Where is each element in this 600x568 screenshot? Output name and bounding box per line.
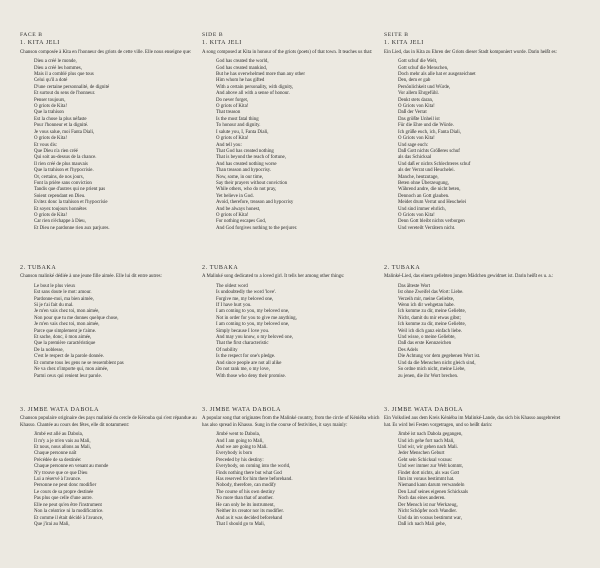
lyric-line: Neither its creator nor its modifier. [216,509,284,515]
lyric-line: Simply because I love you. [216,328,270,334]
lyric-line: Weil ich dich ganz einfach liebe. [398,328,462,334]
lyric-line: Et vous dis: [34,142,58,148]
section-jimbe-wata-dabola [202,407,380,528]
lyric-line: Doch mehr als alle hat er ausgezeichnet [398,72,476,78]
section-title: 1. KITA JELI [202,40,242,47]
lyric-line: Elle ne peut qu'en être l'instrument [34,502,102,508]
lyric-line: Jimbé ist nach Dabola gegangen, [398,432,463,438]
lyrics [216,432,380,528]
lyric-line: Et sache, donc, ô mon aimée, [34,335,92,341]
lyric-line: Que Dieu n'a rien créé [34,148,78,154]
lyric-line: Lui a réservé à l'avance. [34,477,82,483]
lyric-line: I salute you, I, Fanta Diali, [216,129,269,135]
lyric-line: So ordne mich nicht, meine Liebe, [398,367,466,373]
section-kita-jeli [384,32,562,232]
lyric-line: Und sind immer ehrlich, [398,206,446,212]
lyric-line: O griots de Kita! [34,136,68,142]
section-kita-jeli [20,32,198,232]
section-title: 2. TUBAKA [202,265,239,271]
lyric-line: Und da die Menschen nicht gleich sind, [398,360,476,366]
lyric-line: Jeder Menschen Geburt [398,451,445,457]
section-intro: Ein Volkslied aus dem Kreis Kéniéba im Malinké-Lande, das sich bis Khasso ausgebreitet hat. Es wird bei Festen vorgetragen, und so heißt darin: [384,416,561,428]
lyric-line: Qui soit au-dessus de la chance. [34,155,97,161]
lyric-line: Den, dem er gab [398,78,431,84]
lyric-line: Of nobility [216,347,238,353]
lyric-line: Ich komme zu dir, meine Geliebte, [398,309,466,315]
lyric-line: Parmi ceux qui renient leur parole. [34,373,102,379]
lyric-line: That is beyond the reach of fortune, [216,155,286,161]
section-title: 3. JIMBE WATA DABOLA [202,407,282,413]
section-title: 2. TUBAKA [20,265,57,271]
lyric-line: C'est le respect de la parole donnée. [34,354,104,360]
lyric-line: And be always honest, [216,206,261,212]
lyric-line: Et soyez toujours honnêtes [34,206,87,212]
lyric-line: N'y trouve que ce que Dieu [34,470,88,476]
lyric-line: Während andre, die nicht beten, [398,187,461,193]
lyric-line: Say their prayers without conviction [216,180,288,186]
lyric-line: Everybody is born [216,451,253,457]
lyric-line: Forgive me, my beloved one, [216,296,274,302]
lyric-line: Preceded by his destiny: [216,457,264,463]
section-tubaka [20,265,198,380]
section-intro: Chanson populaire originaire des pays malinké du cercle de Kérouba qui s'est répandue au Khasso. Chantée au cours des fêtes, elle dit notamment: [20,416,197,428]
lyric-line: Pas plus que celle d'une autre. [34,496,93,502]
lyric-line: O griots of Kita! [216,212,249,218]
lyric-line: Than treason and hypocrisy. [216,168,272,174]
lyric-line: And has created nothing worse [216,161,277,167]
lyric-line: Car rien n'échappe à Dieu, [34,219,86,225]
lyric-line: O Griots von Kita! [398,104,435,110]
lyric-line: With those who deny their promise. [216,373,286,379]
lyric-line: Celui qu'il a doté [34,78,68,84]
lyric-line: That I should go to Mali, [216,521,265,527]
lyric-line: Is undoubtedly the word 'love'. [216,290,277,296]
lyric-line: Dieu a créé le monde, [34,59,77,65]
lyric-line: Beten ohne Überzeugung, [398,180,449,186]
section-title: 3. JIMBE WATA DABOLA [20,407,100,413]
lyrics [398,432,562,528]
lyric-line: While others, who do not pray, [216,187,277,193]
lyric-line: Est la chose la plus néfaste [34,116,87,122]
lyric-line: God has created the world, [216,59,269,65]
lyric-line: Is the most fatal thing [216,116,259,122]
lyric-line: Not in order for you to give me anything, [216,315,297,321]
lyric-line: Que la première caractéristique [34,341,96,347]
lyric-line: Tandis que d'autres qui ne prient pas [34,187,106,193]
lyric-line: Yet believe in God. [216,193,254,199]
lyric-line: Der Mensch ist nur Werkzeug, [398,502,458,508]
lyric-line: That treason [216,110,241,116]
lyric-line: Chaque personne naît [34,451,77,457]
lyric-line: Und ich gehe fort nach Mali, [398,438,455,444]
lyric-line: O Griots von Kita! [398,212,435,218]
lyric-line: I am coming to you, my beloved one, [216,322,290,328]
section-title: 3. JIMBE WATA DABOLA [384,407,464,413]
lyric-line: Des Adels [398,347,418,353]
lyric-line: Geht sein Schicksal voraus: [398,457,453,463]
lyric-line: O griots of Kita! [216,136,249,142]
lyrics [34,59,198,232]
lyric-line: Non la créatrice ni la modificatrice. [34,509,104,515]
lyric-line: Je m'en vais chez toi, mon aimée, [34,309,100,315]
lyric-line: D'une certaine personnalité, de dignité [34,84,110,90]
lyric-line: Et nous, nous allons au Mali, [34,445,91,451]
lyric-line: O griots de Kita! [34,104,68,110]
lyric-line: And tell you: [216,142,242,148]
lyric-line: Si je t'ai fait du mal. [34,303,74,309]
lyric-line: Que j'irai au Mali, [34,521,70,527]
lyric-line: Et comme tous les gens ne se ressemblent pas [34,360,124,366]
lyric-line: Und wir, wir gehen nach Mali. [398,445,458,451]
lyric-line: Avoid, therefore, treason and hypocrisy [216,200,294,206]
lyric-line: Je vous salue, moi Fanta Diali, [34,129,95,135]
lyric-line: The oldest word [216,283,248,289]
lyric-line: Que la trahison [34,110,64,116]
lyric-line: Meidet drum Verrat und Heuchelei [398,200,467,206]
lyric-line: De la noblesse, [34,347,64,353]
lyric-line: Für die Ehre und die Würde. [398,123,454,129]
side-label: SIDE B [202,32,224,38]
section-title: 1. KITA JELI [20,40,60,47]
lyric-line: And above all with a sense of honour. [216,91,290,97]
section-title: 2. TUBAKA [384,265,421,271]
lyric-line: And as it was decided beforehand [216,515,283,521]
lyric-line: Précédée de sa destinée: [34,457,82,463]
lyric-line: Font la prière sans conviction [34,180,92,186]
lyric-line: Daß Gott nichts Größeres schuf [398,148,460,154]
section-title: 1. KITA JELI [384,40,424,47]
section-tubaka [202,265,380,380]
lyric-line: Dennoch an Gott glauben. [398,193,450,199]
lyric-line: Everybody, on coming into the world, [216,464,291,470]
section-tubaka [384,265,562,380]
lyric-line: Ist ohne Zweifel das Wort: Liebe. [398,290,464,296]
lyrics [216,59,380,232]
lyric-line: Die Achtung vor dem gegebenen Wort ist. [398,354,481,360]
lyric-line: Le bout le plus vieux [34,283,76,289]
lyric-line: Ihm im voraus bestimmt hat. [398,477,455,483]
lyric-line: Daß das erste Kennzeichen [398,341,452,347]
section-intro: Chanson malinké dédiée à une jeune fille aimée. Elle lui dit entre autres: [20,274,162,280]
lyrics [398,284,562,380]
lyric-line: God has created mankind, [216,65,268,71]
lyric-line: And God forgives nothing to the perjurer. [216,225,298,231]
lyric-line: If I have hurt you. [216,303,252,309]
lyric-line: Now, some, in our time, [216,174,264,180]
lyric-line: And since people are not all alike [216,360,282,366]
lyric-line: And I am going to Mali, [216,438,264,444]
lyric-line: Il rien créé de plus mauvais [34,161,88,167]
lyric-line: Evitez donc la trahison et l'hypocrisie [34,200,108,206]
lyric-line: For nothing escapes God, [216,219,266,225]
lyric-line: And may you know, o my beloved one, [216,335,293,341]
lyric-line: Nicht, damit du mir etwas gibst; [398,315,462,321]
lyric-line: Und sage euch: [398,142,429,148]
lyric-line: zu jenen, die ihr Wort brechen. [398,373,459,379]
lyric-line: Persönlichkeit und Würde, [398,84,451,90]
lyric-line: Und wer immer zur Welt kommt, [398,464,463,470]
lyric-line: And we are going to Mali. [216,445,268,451]
lyric-line: als das Schicksal [398,155,432,161]
lyric-line: Le cours de sa propre destinée [34,489,94,495]
lyric-line: To honour and dignity. [216,123,261,129]
section-jimbe-wata-dabola [20,407,198,528]
lyric-line: Nicht Schöpfer noch Wandler. [398,509,458,515]
lyric-line: Ich komme zu dir, meine Geliebte, [398,322,466,328]
section-jimbe-wata-dabola [384,407,562,528]
section-intro: A Malinké song dedicated to a loved girl. It tells her among other things: [202,274,345,280]
lyric-line: Or, certains, de nos jours, [34,174,84,180]
lyrics [34,284,198,380]
lyric-line: Parce que simplement je t'aime. [34,328,97,334]
lyric-line: That God has created nothing [216,148,274,154]
lyric-line: Daß der Verrat [398,110,427,116]
lyric-line: Il m'y a je m'en vais au Mali, [34,438,91,444]
lyric-line: Denn Gott bleibt nichts verborgen [398,219,465,225]
section-intro: Malinké-Lied, das einem geliebten jungen Mädchen gewidmet ist. Darin heißt es u. a.: [384,274,554,280]
lyric-line: Mais il a comblé plus que tous [34,72,94,78]
lyric-line: I am coming to you, my beloved one, [216,309,290,315]
lyric-line: Que la trahison et l'hypocrisie. [34,168,94,174]
section-intro: A popular song that originates from the Malinké country, from the circle of Kéniéba which has also spread in Khasso. Sung in the course of festivities, it says mainly: [202,416,380,428]
lyrics [216,284,380,380]
lyric-line: Soient cependant en Dieu. [34,193,86,199]
lyric-line: Ne va chez n'importe qui, mon aimée, [34,367,109,373]
lyric-line: Und wisse, o meine Geliebte, [398,335,456,341]
lyric-line: Manche, heutzutage, [398,174,439,180]
side-label: SEITE B [384,32,409,38]
lyric-line: Jimbé went to Dabola, [216,432,261,438]
lyric-line: Das älteste Wort [398,283,431,289]
lyric-line: Nobody, therefore, can modify [216,483,277,489]
lyric-line: Und vereteilt Verrätern nicht. [398,225,456,231]
lyric-line: Niemand kann darum verwandeln [398,483,465,489]
lyric-line: Und daß er nichts Schlechteres schuf [398,161,471,167]
lyric-line: Je m'en vais chez toi, mon aimée, [34,322,100,328]
section-intro: Chanson composée à Kita en l'honneur des griots de cette ville. Elle nous enseigne que: [20,49,192,55]
lyric-line: Personne ne peut donc modifier [34,483,97,489]
lyric-line: Noch das eines anderen. [398,496,446,502]
lyric-line: Den Lauf seines eigenen Schicksals [398,489,469,495]
section-intro: Ein Lied, das in Kita zu Ehren der Griots dieser Stadt komponiert wurde. Darin heißt es: [384,49,557,55]
lyric-line: Non pour que tu me donnes quelque chose, [34,315,119,321]
lyric-line: Dieu a créé les hommes, [34,65,82,71]
lyric-line: But he has overwhelmed more than any other [216,72,305,78]
lyric-line: Gott schuf die Menschen, [398,65,449,71]
lyric-line: No more than that of another. [216,496,274,502]
lyric-line: Do never forget, [216,97,249,103]
lyric-line: Gott schuf die Welt, [398,59,438,65]
lyrics [34,432,198,528]
lyric-line: Vor allem Ehrgefühl. [398,91,439,97]
lyrics [398,59,562,232]
lyric-line: Et surtout du sens de l'honneur. [34,91,96,97]
lyric-line: O griots de Kita! [34,212,68,218]
lyric-line: Findet dort nichts, als was Gott [398,470,460,476]
lyric-line: He can only be its instrument, [216,502,275,508]
lyric-line: Verzeih mir, meine Geliebte, [398,296,455,302]
lyric-line: Wenn ich dir wehgetan habe. [398,303,455,309]
lyric-line: als der Verrat und Heuchelei. [398,168,455,174]
section-kita-jeli [202,32,380,232]
lyric-line: Finds nothing there but what God [216,470,282,476]
lyric-line: The course of his own destiny [216,489,275,495]
lyric-line: Et Dieu ne pardonne rien aux parjures. [34,225,110,231]
lyric-line: O Griots von Kita! [398,136,435,142]
lyric-line: Ich grüße euch, ich, Fanta Diali, [398,129,462,135]
lyric-line: That the first characteristic [216,341,269,347]
lyric-line: With a certain personality, with dignity, [216,84,294,90]
lyric-line: Et comme il était décidé à l'avance, [34,515,104,521]
section-intro: A song composed at Kita in honour of the griots (poets) of that town. It teaches us that: [202,49,373,55]
lyric-line: O griots of Kita! [216,104,249,110]
lyric-line: Penser toujours, [34,97,66,103]
lyric-line: Denkt stets daran, [398,97,434,103]
lyric-line: Him whom he has gifted [216,78,265,84]
lyric-line: Jimbé est allé au Dabola, [34,432,84,438]
lyric-line: Daß ich nach Mali gehe, [398,521,446,527]
lyric-line: Pardonne-moi, ma bien aimée, [34,296,94,302]
side-label: FACE B [20,32,43,38]
lyric-line: Do not rank me, o my love, [216,367,270,373]
lyric-line: Und da im voraus bestimmt war, [398,515,462,521]
lyric-line: Das größte Unheil ist [398,116,440,122]
lyric-line: Has reserved for him there beforehand. [216,477,293,483]
lyric-line: Chaque personne en venant au monde [34,464,109,470]
lyric-line: Is the respect for one's pledge. [216,354,276,360]
lyric-line: Est sans doute le mot: amour. [34,290,92,296]
lyric-line: Pour l'honneur et la dignité. [34,123,89,129]
